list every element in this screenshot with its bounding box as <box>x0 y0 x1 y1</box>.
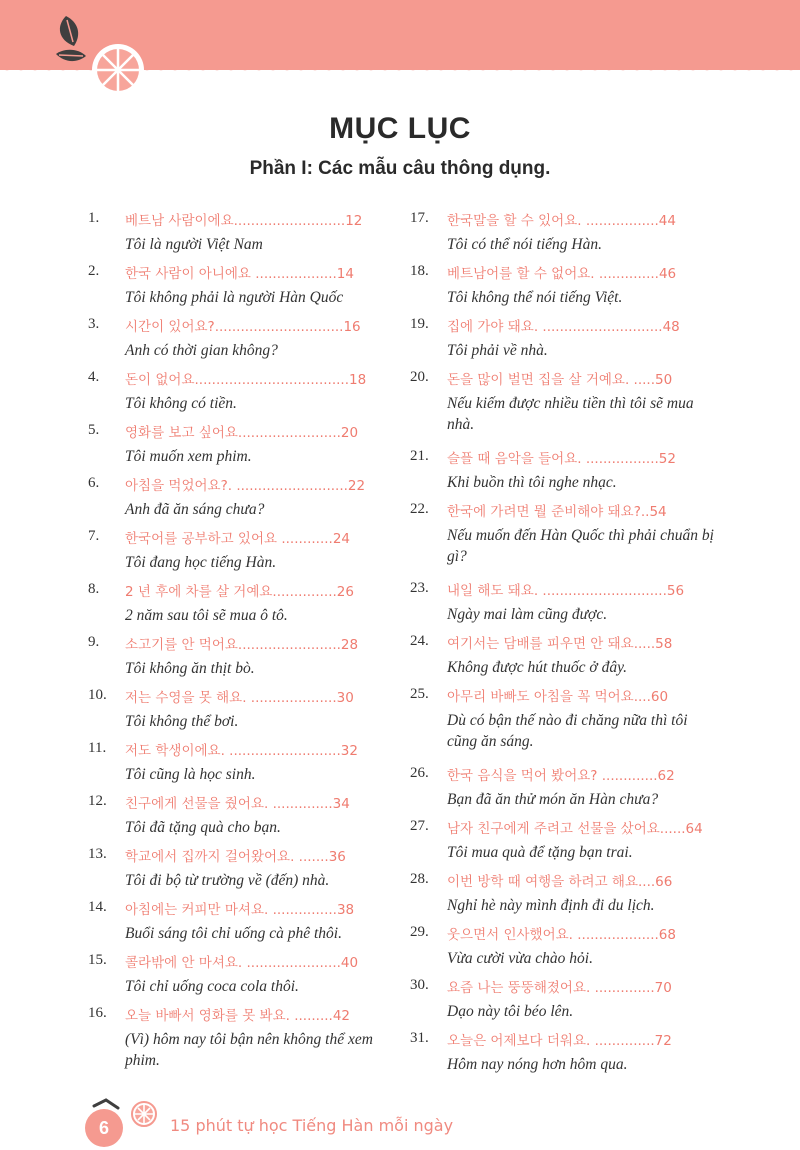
korean-sentence: 시간이 있어요?..............................16 <box>125 319 361 335</box>
toc-entry[interactable] <box>410 628 730 681</box>
korean-sentence: 집에 가야 돼요. ............................48 <box>447 319 680 335</box>
korean-sentence: 한국에 가려면 뭘 준비해야 돼요?..54 <box>447 504 667 520</box>
entry-number: 31. <box>410 1030 429 1046</box>
entry-number: 15. <box>88 952 107 968</box>
toc-entry[interactable] <box>88 417 408 470</box>
vietnamese-translation: Tôi có thể nói tiếng Hàn. <box>447 236 602 253</box>
toc-entry[interactable] <box>88 629 408 682</box>
entry-number: 21. <box>410 448 429 464</box>
vietnamese-translation: Khi buồn thì tôi nghe nhạc. <box>447 474 617 491</box>
vietnamese-translation: (Vì) hôm nay tôi bận nên không thể xem phim. <box>125 1031 373 1069</box>
entry-number: 4. <box>88 369 100 385</box>
toc-entry[interactable] <box>410 205 730 258</box>
entry-number: 12. <box>88 793 107 809</box>
page-number: 6 <box>98 1118 109 1138</box>
entry-number: 29. <box>410 924 429 940</box>
section-subtitle: Phần I: Các mẫu câu thông dụng. <box>249 158 551 179</box>
korean-sentence: 내일 해도 돼요. .............................56 <box>447 583 685 599</box>
vietnamese-translation: Tôi muốn xem phim. <box>125 448 252 465</box>
entry-number: 17. <box>410 210 429 226</box>
korean-sentence: 학교에서 집까지 걸어왔어요. .......36 <box>125 849 346 865</box>
entry-number: 23. <box>410 580 429 596</box>
vietnamese-translation: Anh có thời gian không? <box>125 342 278 359</box>
korean-sentence: 돈이 없어요....................................18 <box>125 372 367 388</box>
korean-sentence: 베트남어를 할 수 없어요. ..............46 <box>447 266 677 282</box>
korean-sentence: 이번 방학 때 여행을 하려고 해요....66 <box>447 874 673 890</box>
vietnamese-translation: 2 năm sau tôi sẽ mua ô tô. <box>125 607 288 624</box>
korean-sentence: 베트남 사람이에요..........................12 <box>125 213 363 229</box>
book-title: 15 phút tự học Tiếng Hàn mỗi ngày <box>170 1116 454 1135</box>
vietnamese-translation: Tôi chỉ uống coca cola thôi. <box>125 978 299 995</box>
toc-entry[interactable] <box>88 576 408 629</box>
entry-number: 30. <box>410 977 429 993</box>
korean-sentence: 남자 친구에게 주려고 선물을 샀어요......64 <box>447 821 703 837</box>
vietnamese-translation: Tôi không thể nói tiếng Việt. <box>447 289 623 306</box>
vietnamese-translation: Tôi mua quà để tặng bạn trai. <box>447 844 633 861</box>
toc-entry[interactable] <box>410 813 730 866</box>
toc-entry[interactable] <box>410 866 730 919</box>
vietnamese-translation: Dù có bận thế nào đi chăng nữa thì tôi cũng ăn sáng. <box>447 712 688 750</box>
korean-sentence: 여기서는 담배를 피우면 안 돼요.....58 <box>447 636 673 652</box>
entry-number: 7. <box>88 528 100 544</box>
toc-entry[interactable] <box>410 575 730 628</box>
toc-entry[interactable] <box>88 682 408 735</box>
vietnamese-translation: Hôm nay nóng hơn hôm qua. <box>447 1056 628 1073</box>
entry-number: 27. <box>410 818 429 834</box>
korean-sentence: 아침에는 커피만 마셔요. ...............38 <box>125 902 355 918</box>
vietnamese-translation: Nghỉ hè này mình định đi du lịch. <box>447 897 655 914</box>
korean-sentence: 슬플 때 음악을 들어요. .................52 <box>447 451 676 467</box>
vietnamese-translation: Bạn đã ăn thử món ăn Hàn chưa? <box>447 791 659 808</box>
vietnamese-translation: Anh đã ăn sáng chưa? <box>125 501 265 518</box>
entry-number: 25. <box>410 686 429 702</box>
vietnamese-translation: Tôi không thể bơi. <box>125 713 239 730</box>
entry-number: 26. <box>410 765 429 781</box>
page-title: MỤC LỤC <box>329 112 471 145</box>
entry-number: 11. <box>88 740 107 756</box>
toc-entry[interactable] <box>88 735 408 788</box>
korean-sentence: 한국 사람이 아니에요 ...................14 <box>125 266 354 282</box>
entry-number: 19. <box>410 316 429 332</box>
vietnamese-translation: Tôi là người Việt Nam <box>125 236 263 253</box>
toc-entry[interactable] <box>88 523 408 576</box>
toc-entry[interactable] <box>410 681 730 760</box>
grapefruit-leaves-icon <box>48 8 158 98</box>
korean-sentence: 오늘은 어제보다 더워요. ..............72 <box>447 1033 672 1049</box>
entry-number: 6. <box>88 475 100 491</box>
vietnamese-translation: Tôi phải về nhà. <box>447 342 548 359</box>
korean-sentence: 소고기를 안 먹어요........................28 <box>125 637 359 653</box>
vietnamese-translation: Tôi không phải là người Hàn Quốc <box>125 289 344 306</box>
vietnamese-translation: Buổi sáng tôi chỉ uống cà phê thôi. <box>125 925 342 942</box>
vietnamese-translation: Ngày mai làm cũng được. <box>447 606 608 623</box>
vietnamese-translation: Tôi không có tiền. <box>125 395 237 412</box>
entry-number: 10. <box>88 687 107 703</box>
toc-column-right <box>410 205 730 1078</box>
vietnamese-translation: Tôi đã tặng quà cho bạn. <box>125 819 281 836</box>
toc-entry[interactable] <box>88 258 408 311</box>
entry-number: 13. <box>88 846 107 862</box>
toc-entry[interactable] <box>410 919 730 972</box>
korean-sentence: 2 년 후에 차를 살 거예요...............26 <box>125 584 354 600</box>
entry-number: 16. <box>88 1005 107 1021</box>
toc-entry[interactable] <box>88 1000 408 1079</box>
entry-number: 14. <box>88 899 107 915</box>
toc-entry[interactable] <box>88 311 408 364</box>
korean-sentence: 영화를 보고 싶어요........................20 <box>125 425 359 441</box>
toc-entry[interactable] <box>410 972 730 1025</box>
entry-number: 18. <box>410 263 429 279</box>
vietnamese-translation: Tôi đang học tiếng Hàn. <box>125 554 277 571</box>
toc-entry[interactable] <box>88 205 408 258</box>
korean-sentence: 아무리 바빠도 아침을 꼭 먹어요....60 <box>447 689 669 705</box>
vietnamese-translation: Không được hút thuốc ở đây. <box>447 659 627 676</box>
vietnamese-translation: Nếu kiếm được nhiều tiền thì tôi sẽ mua nhà. <box>447 395 694 433</box>
korean-sentence: 한국말을 할 수 있어요. .................44 <box>447 213 676 229</box>
korean-sentence: 콜라밖에 안 마셔요. ......................40 <box>125 955 359 971</box>
toc-entry[interactable] <box>410 311 730 364</box>
entry-number: 5. <box>88 422 100 438</box>
vietnamese-translation: Vừa cười vừa chào hỏi. <box>447 950 593 967</box>
toc-column-left <box>88 205 408 1079</box>
toc-entry[interactable] <box>410 258 730 311</box>
toc-entry[interactable] <box>410 364 730 443</box>
korean-sentence: 저는 수영을 못 해요. ....................30 <box>125 690 354 706</box>
korean-sentence: 친구에게 선물을 줬어요. ..............34 <box>125 796 350 812</box>
entry-number: 20. <box>410 369 429 385</box>
korean-sentence: 오늘 바빠서 영화를 못 봐요. .........42 <box>125 1008 350 1024</box>
vietnamese-translation: Tôi cũng là học sinh. <box>125 766 256 783</box>
korean-sentence: 저도 학생이에요. ..........................32 <box>125 743 358 759</box>
toc-entry[interactable] <box>410 496 730 575</box>
toc-entry[interactable] <box>88 788 408 841</box>
toc-entry[interactable] <box>410 1025 730 1078</box>
vietnamese-translation: Nếu muốn đến Hàn Quốc thì phải chuẩn bị gì? <box>447 527 714 565</box>
korean-sentence: 한국 음식을 먹어 봤어요? .............62 <box>447 768 675 784</box>
korean-sentence: 아침을 먹었어요?. ..........................22 <box>125 478 366 494</box>
vietnamese-translation: Tôi không ăn thịt bò. <box>125 660 255 677</box>
toc-entry[interactable] <box>88 364 408 417</box>
entry-number: 3. <box>88 316 100 332</box>
korean-sentence: 돈을 많이 벌면 집을 살 거예요. .....50 <box>447 372 673 388</box>
korean-sentence: 한국어를 공부하고 있어요 ............24 <box>125 531 350 547</box>
entry-number: 8. <box>88 581 100 597</box>
vietnamese-translation: Tôi đi bộ từ trường về (đến) nhà. <box>125 872 330 889</box>
korean-sentence: 웃으면서 인사했어요. ...................68 <box>447 927 676 943</box>
entry-number: 22. <box>410 501 429 517</box>
toc-entry[interactable] <box>88 841 408 894</box>
vietnamese-translation: Dạo này tôi béo lên. <box>447 1003 574 1020</box>
toc-entry[interactable] <box>88 947 408 1000</box>
entry-number: 2. <box>88 263 100 279</box>
toc-entry[interactable] <box>88 470 408 523</box>
toc-entry[interactable] <box>88 894 408 947</box>
entry-number: 28. <box>410 871 429 887</box>
entry-number: 9. <box>88 634 100 650</box>
toc-entry[interactable] <box>410 443 730 496</box>
toc-entry[interactable] <box>410 760 730 813</box>
entry-number: 24. <box>410 633 429 649</box>
korean-sentence: 요즘 나는 뚱뚱해졌어요. ..............70 <box>447 980 672 996</box>
entry-number: 1. <box>88 210 100 226</box>
